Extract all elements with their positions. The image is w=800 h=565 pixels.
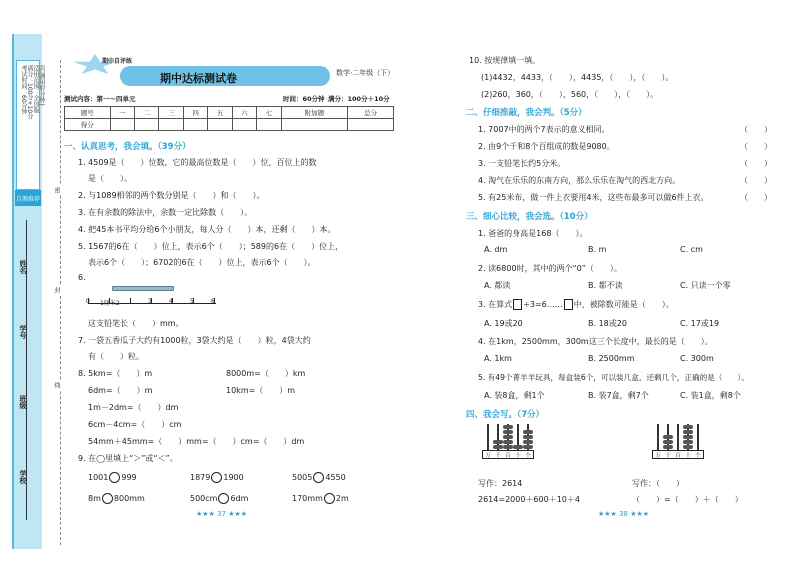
section-3-title: 三、细心比较，我会选。（10分） <box>466 212 593 222</box>
choice-option[interactable]: B. m <box>588 245 607 254</box>
score-cell: 得分 <box>65 119 111 131</box>
ruler-label: 6 <box>211 298 215 305</box>
choice-question-3: 3. 在算式 ÷3=6…… 中，被除数可能是（ ）。 <box>478 300 674 309</box>
judge-item: 5. 有25米布，做一件上衣要用4米，这些布最多可以做6件上衣。 <box>478 193 709 202</box>
margin-text-1: 考试时间：60分钟 <box>20 65 27 115</box>
judge-item: 3. 一支铅笔长约5分米。 <box>478 159 566 168</box>
question-6b: 这支铅笔长（ ）mm。 <box>88 319 184 328</box>
field-number: 学号 <box>19 325 27 339</box>
score-input[interactable] <box>281 119 348 131</box>
compare-circle-input[interactable] <box>218 493 229 504</box>
page-title: 期中达标测试卷 <box>160 72 237 85</box>
score-cell: 一 <box>110 107 134 119</box>
question-10b: (2)260，360，（ ），560，（ ），（ ）。 <box>481 90 659 99</box>
abacus-1 <box>482 424 534 460</box>
question-2: 2. 与1089相邻的两个数分别是（ ）和（ ）。 <box>78 191 265 200</box>
choice-option[interactable]: B. 都不读 <box>588 281 623 290</box>
question-5a: 5. 1567的6在（ ）位上，表示6个（ ）；589的6在（ ）位上， <box>78 242 344 251</box>
choice-option[interactable]: C. 17或19 <box>680 319 720 328</box>
score-cell: 二 <box>135 107 159 119</box>
ruler-label: 0 <box>86 298 90 305</box>
field-name: 姓名 <box>19 260 27 274</box>
question-8-item: 6cm－4cm=（ ）cm <box>88 420 182 429</box>
question-7b: 有（ ）粒。 <box>88 352 144 361</box>
score-cell: 三 <box>159 107 183 119</box>
question-7a: 7. 一袋五香瓜子大约有1000粒，3袋大约是（ ）粒，4袋大约 <box>78 336 311 345</box>
score-cell: 六 <box>232 107 256 119</box>
score-input[interactable] <box>348 119 394 131</box>
field-school: 学校 <box>19 470 27 484</box>
score-input[interactable] <box>159 119 183 131</box>
judge-answer-box[interactable]: （ ） <box>740 193 772 202</box>
question-8-item: 1m－2dm=（ ）dm <box>88 403 179 412</box>
test-time: 时间：60分钟 <box>283 95 325 103</box>
margin-text-2: 满分：100分+10分 <box>26 65 33 120</box>
question-8-item: 8000m=（ ）km <box>226 369 306 378</box>
question-8-item: 54mm＋45mm=（ ）mm=（ ）cm=（ ）dm <box>88 437 305 446</box>
score-input[interactable] <box>183 119 207 131</box>
page-number-left: ★★★ 37 ★★★ <box>196 510 248 518</box>
abacus-base: 万 千 百 十 个 <box>482 450 534 459</box>
badge-text: 期中自评练 <box>102 58 133 65</box>
compare-item: 8m 800mm <box>88 494 145 503</box>
ruler-label: 1厘米2 <box>100 300 120 307</box>
choice-option[interactable]: C. 装1盒，剩8个 <box>680 391 741 400</box>
judge-answer-box[interactable]: （ ） <box>740 125 772 134</box>
score-cell: 四 <box>183 107 207 119</box>
judge-item: 2. 由9个千和8个百组成的数是9080。 <box>478 142 615 151</box>
judge-item: 4. 淘气在乐乐的东南方向，那么乐乐在淘气的西北方向。 <box>478 176 681 185</box>
choice-option[interactable]: A. 都读 <box>484 281 511 290</box>
score-cell: 附加题 <box>281 107 348 119</box>
section-4-title: 四、我会写。（7分） <box>466 410 545 420</box>
choice-option[interactable]: B. 装7盒，剩7个 <box>588 391 649 400</box>
field-line <box>26 220 27 520</box>
choice-option[interactable]: B. 18或20 <box>588 319 627 328</box>
compare-item: 170mm 2m <box>292 494 349 503</box>
choice-option[interactable]: B. 2500mm <box>588 354 635 363</box>
choice-option[interactable]: C. 只读一个零 <box>680 281 731 290</box>
judge-answer-box[interactable]: （ ） <box>740 176 772 185</box>
question-3: 3. 在有余数的除法中，余数一定比除数（ ）。 <box>78 208 253 217</box>
question-8-item: 10km=（ ）m <box>226 386 296 395</box>
question-4: 4. 把45本书平均分给6个小朋友，每人分（ ）本，还剩（ ）本。 <box>78 225 336 234</box>
abacus-base: 万 千 百 十 个 <box>652 450 704 459</box>
question-8-item: 8. 5km=（ ）m <box>78 369 153 378</box>
choice-option[interactable]: A. dm <box>484 245 508 254</box>
choice-question-5: 5. 有49个菁羊羊玩具，每盒装6个，可以装几盒，还剩几个，正确的是（ ）。 <box>478 373 749 382</box>
seal-label-2: 封 <box>53 287 60 293</box>
compare-item: 1879 1900 <box>190 473 244 482</box>
seal-label-3: 线 <box>53 382 60 388</box>
compare-circle-input[interactable] <box>211 472 222 483</box>
compare-item: 500cm 6dm <box>190 494 249 503</box>
judge-answer-box[interactable]: （ ） <box>740 142 772 151</box>
choice-option[interactable]: A. 装8盒，剩1个 <box>484 391 545 400</box>
score-cell: 五 <box>208 107 232 119</box>
choice-question-1: 1. 爸爸的身高是168（ ）。 <box>478 229 588 238</box>
score-input[interactable] <box>208 119 232 131</box>
score-input[interactable] <box>110 119 134 131</box>
field-class: 班级 <box>19 395 27 409</box>
question-6: 6. <box>78 273 86 282</box>
test-score: 满分：100分＋10分 <box>328 95 390 103</box>
subject-label: 数学·二年级（下） <box>336 69 395 77</box>
write-expansion-1: 2614=2000＋600＋10＋4 <box>478 495 580 504</box>
margin-info-box <box>16 60 45 190</box>
margin-text-4: (自测用时分钟) <box>38 65 45 106</box>
score-cell: 题号 <box>65 107 111 119</box>
judge-item: 1. 7007中的两个7表示的意义相同。 <box>478 125 610 134</box>
ruler-label: 4 <box>169 298 173 305</box>
score-table <box>64 106 394 131</box>
write-label-1: 写作：2614 <box>478 479 523 488</box>
score-table-header-row <box>65 107 394 119</box>
question-1a: 1. 4509是（ ）位数，它的最高位数是（ ）位，百位上的数 <box>78 158 317 167</box>
section-1-title: 一、认真思考，我会填。（39分） <box>64 142 191 152</box>
question-9: 9. 在◯里填上“＞”或“＜”。 <box>78 454 178 463</box>
choice-option[interactable]: A. 19或20 <box>484 319 523 328</box>
write-label-2[interactable]: 写作：（ ） <box>632 479 684 488</box>
test-scope: 测试内容：第一～四单元 <box>64 95 136 103</box>
margin-tab: 自测推荐 <box>15 190 41 206</box>
compare-item: 5005 4550 <box>292 473 346 482</box>
compare-circle-input[interactable] <box>102 493 113 504</box>
compare-circle-input[interactable] <box>109 472 120 483</box>
ruler-label: 3 <box>148 298 152 305</box>
question-5b: 表示6个（ ）；6702的6在（ ）位上，表示6个（ ）。 <box>88 258 316 267</box>
compare-circle-input[interactable] <box>324 493 335 504</box>
question-8-item: 6dm=（ ）m <box>88 386 153 395</box>
choice-option[interactable]: C. cm <box>680 245 703 254</box>
choice-question-4: 4. 在1km，2500mm，300m这三个长度中，最长的是（ ）。 <box>478 337 713 346</box>
question-10: 10. 按规律填一填。 <box>469 56 541 65</box>
score-input[interactable] <box>232 119 256 131</box>
page-number-right: ★★★ 38 ★★★ <box>598 510 650 518</box>
score-input[interactable] <box>257 119 281 131</box>
compare-item: 1001 999 <box>88 473 137 482</box>
choice-question-2: 2. 读6800时，其中的两个“0”（ ）。 <box>478 264 622 273</box>
score-input[interactable] <box>135 119 159 131</box>
question-10a: (1)4432，4433，（ ），4435，（ ），（ ）。 <box>481 73 674 82</box>
abacus-2 <box>652 424 704 460</box>
margin-text-3: 适用范围：全国版 <box>32 65 39 113</box>
judge-answer-box[interactable]: （ ） <box>740 159 772 168</box>
score-cell: 总分 <box>348 107 394 119</box>
score-table-score-row <box>65 119 394 131</box>
write-expansion-2[interactable]: （ ）=（ ）＋（ ） <box>632 495 743 504</box>
pencil-image <box>112 286 174 291</box>
score-cell: 七 <box>257 107 281 119</box>
seal-label-1: 密 <box>53 187 60 193</box>
choice-option[interactable]: C. 300m <box>680 354 714 363</box>
choice-option[interactable]: A. 1km <box>484 354 512 363</box>
fold-line <box>60 60 61 545</box>
section-2-title: 二、仔细推敲，我会判。（5分） <box>466 108 587 118</box>
compare-circle-input[interactable] <box>313 472 324 483</box>
question-1b: 是（ ）。 <box>88 174 132 183</box>
ruler-label: 5 <box>190 298 194 305</box>
